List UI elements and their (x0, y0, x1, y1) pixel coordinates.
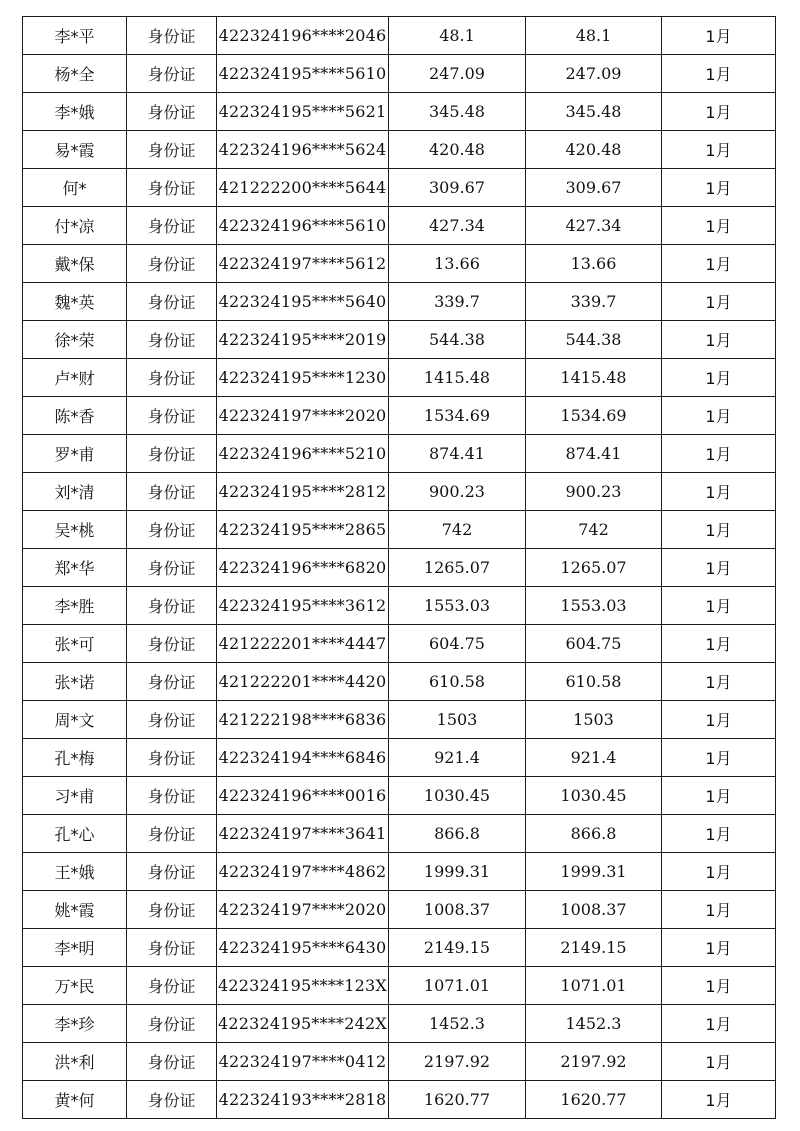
month-cell: 1月 (662, 853, 776, 891)
id-number-cell: 422324195****2865 (217, 511, 389, 549)
id-type-cell: 身份证 (127, 511, 217, 549)
amount-paid-cell: 1999.31 (526, 853, 662, 891)
month-cell: 1月 (662, 1005, 776, 1043)
amount-paid-cell: 866.8 (526, 815, 662, 853)
table-row (23, 587, 776, 625)
month-cell: 1月 (662, 663, 776, 701)
id-type-cell: 身份证 (127, 169, 217, 207)
table-row (23, 17, 776, 55)
amount-cell: 1265.07 (389, 549, 526, 587)
table-row (23, 625, 776, 663)
amount-cell: 339.7 (389, 283, 526, 321)
amount-paid-cell: 900.23 (526, 473, 662, 511)
amount-cell: 13.66 (389, 245, 526, 283)
id-type-cell: 身份证 (127, 55, 217, 93)
table-row (23, 663, 776, 701)
table-row (23, 853, 776, 891)
amount-paid-cell: 1503 (526, 701, 662, 739)
month-cell: 1月 (662, 359, 776, 397)
amount-cell: 866.8 (389, 815, 526, 853)
month-cell: 1月 (662, 397, 776, 435)
amount-paid-cell: 2149.15 (526, 929, 662, 967)
id-number-cell: 421222200****5644 (217, 169, 389, 207)
table-row (23, 245, 776, 283)
amount-paid-cell: 1265.07 (526, 549, 662, 587)
id-type-cell: 身份证 (127, 701, 217, 739)
amount-cell: 1553.03 (389, 587, 526, 625)
amount-cell: 1534.69 (389, 397, 526, 435)
person-name-cell: 郑*华 (23, 549, 127, 587)
id-type-cell: 身份证 (127, 967, 217, 1005)
id-number-cell: 422324197****2020 (217, 397, 389, 435)
month-cell: 1月 (662, 739, 776, 777)
id-type-cell: 身份证 (127, 587, 217, 625)
amount-paid-cell: 339.7 (526, 283, 662, 321)
amount-cell: 742 (389, 511, 526, 549)
amount-cell: 1415.48 (389, 359, 526, 397)
id-number-cell: 422324195****5610 (217, 55, 389, 93)
table-row (23, 891, 776, 929)
amount-cell: 247.09 (389, 55, 526, 93)
person-name-cell: 周*文 (23, 701, 127, 739)
records-table (22, 16, 776, 1119)
id-type-cell: 身份证 (127, 663, 217, 701)
month-cell: 1月 (662, 549, 776, 587)
id-type-cell: 身份证 (127, 473, 217, 511)
amount-paid-cell: 1553.03 (526, 587, 662, 625)
amount-paid-cell: 1415.48 (526, 359, 662, 397)
table-row (23, 283, 776, 321)
amount-paid-cell: 874.41 (526, 435, 662, 473)
amount-cell: 1071.01 (389, 967, 526, 1005)
amount-paid-cell: 1008.37 (526, 891, 662, 929)
amount-cell: 1008.37 (389, 891, 526, 929)
id-number-cell: 422324197****5612 (217, 245, 389, 283)
amount-cell: 1620.77 (389, 1081, 526, 1119)
amount-cell: 2149.15 (389, 929, 526, 967)
person-name-cell: 王*娥 (23, 853, 127, 891)
amount-paid-cell: 1030.45 (526, 777, 662, 815)
person-name-cell: 魏*英 (23, 283, 127, 321)
person-name-cell: 陈*香 (23, 397, 127, 435)
person-name-cell: 罗*甫 (23, 435, 127, 473)
table-row (23, 929, 776, 967)
table-row (23, 1081, 776, 1119)
amount-paid-cell: 1534.69 (526, 397, 662, 435)
month-cell: 1月 (662, 169, 776, 207)
id-number-cell: 422324195****1230 (217, 359, 389, 397)
month-cell: 1月 (662, 283, 776, 321)
table-row (23, 55, 776, 93)
amount-cell: 427.34 (389, 207, 526, 245)
amount-paid-cell: 1620.77 (526, 1081, 662, 1119)
amount-paid-cell: 247.09 (526, 55, 662, 93)
person-name-cell: 万*民 (23, 967, 127, 1005)
id-type-cell: 身份证 (127, 929, 217, 967)
table-row (23, 169, 776, 207)
person-name-cell: 孔*梅 (23, 739, 127, 777)
month-cell: 1月 (662, 17, 776, 55)
id-number-cell: 422324195****242X (217, 1005, 389, 1043)
month-cell: 1月 (662, 1043, 776, 1081)
id-number-cell: 422324196****5210 (217, 435, 389, 473)
id-number-cell: 422324196****5624 (217, 131, 389, 169)
id-type-cell: 身份证 (127, 131, 217, 169)
id-type-cell: 身份证 (127, 359, 217, 397)
amount-paid-cell: 1452.3 (526, 1005, 662, 1043)
id-number-cell: 421222198****6836 (217, 701, 389, 739)
person-name-cell: 何* (23, 169, 127, 207)
amount-cell: 345.48 (389, 93, 526, 131)
amount-paid-cell: 48.1 (526, 17, 662, 55)
id-type-cell: 身份证 (127, 321, 217, 359)
amount-cell: 48.1 (389, 17, 526, 55)
person-name-cell: 张*诺 (23, 663, 127, 701)
amount-cell: 309.67 (389, 169, 526, 207)
month-cell: 1月 (662, 511, 776, 549)
id-type-cell: 身份证 (127, 1081, 217, 1119)
month-cell: 1月 (662, 967, 776, 1005)
amount-cell: 1452.3 (389, 1005, 526, 1043)
id-type-cell: 身份证 (127, 245, 217, 283)
amount-paid-cell: 604.75 (526, 625, 662, 663)
table-row (23, 739, 776, 777)
table-row (23, 549, 776, 587)
person-name-cell: 易*霞 (23, 131, 127, 169)
table-row (23, 511, 776, 549)
id-type-cell: 身份证 (127, 397, 217, 435)
person-name-cell: 徐*荣 (23, 321, 127, 359)
month-cell: 1月 (662, 131, 776, 169)
table-row (23, 701, 776, 739)
id-number-cell: 422324195****3612 (217, 587, 389, 625)
table-row (23, 131, 776, 169)
id-type-cell: 身份证 (127, 93, 217, 131)
person-name-cell: 杨*全 (23, 55, 127, 93)
month-cell: 1月 (662, 1081, 776, 1119)
person-name-cell: 张*可 (23, 625, 127, 663)
month-cell: 1月 (662, 473, 776, 511)
amount-paid-cell: 610.58 (526, 663, 662, 701)
id-number-cell: 421222201****4447 (217, 625, 389, 663)
table-row (23, 435, 776, 473)
month-cell: 1月 (662, 93, 776, 131)
id-number-cell: 422324195****5621 (217, 93, 389, 131)
person-name-cell: 李*平 (23, 17, 127, 55)
amount-cell: 610.58 (389, 663, 526, 701)
amount-paid-cell: 2197.92 (526, 1043, 662, 1081)
id-type-cell: 身份证 (127, 283, 217, 321)
person-name-cell: 李*珍 (23, 1005, 127, 1043)
records-table-body (23, 17, 776, 1119)
id-number-cell: 422324196****5610 (217, 207, 389, 245)
amount-cell: 604.75 (389, 625, 526, 663)
id-type-cell: 身份证 (127, 625, 217, 663)
amount-paid-cell: 742 (526, 511, 662, 549)
id-number-cell: 421222201****4420 (217, 663, 389, 701)
person-name-cell: 黄*何 (23, 1081, 127, 1119)
amount-cell: 874.41 (389, 435, 526, 473)
id-type-cell: 身份证 (127, 853, 217, 891)
amount-cell: 921.4 (389, 739, 526, 777)
month-cell: 1月 (662, 245, 776, 283)
amount-cell: 1030.45 (389, 777, 526, 815)
person-name-cell: 李*明 (23, 929, 127, 967)
month-cell: 1月 (662, 701, 776, 739)
person-name-cell: 李*胜 (23, 587, 127, 625)
person-name-cell: 孔*心 (23, 815, 127, 853)
id-type-cell: 身份证 (127, 1005, 217, 1043)
table-row (23, 815, 776, 853)
month-cell: 1月 (662, 207, 776, 245)
id-number-cell: 422324197****3641 (217, 815, 389, 853)
table-row (23, 359, 776, 397)
id-type-cell: 身份证 (127, 207, 217, 245)
id-type-cell: 身份证 (127, 17, 217, 55)
amount-paid-cell: 13.66 (526, 245, 662, 283)
person-name-cell: 吴*桃 (23, 511, 127, 549)
table-row (23, 777, 776, 815)
id-number-cell: 422324195****6430 (217, 929, 389, 967)
month-cell: 1月 (662, 321, 776, 359)
person-name-cell: 李*娥 (23, 93, 127, 131)
amount-paid-cell: 345.48 (526, 93, 662, 131)
table-row (23, 1005, 776, 1043)
id-number-cell: 422324195****2812 (217, 473, 389, 511)
amount-paid-cell: 921.4 (526, 739, 662, 777)
person-name-cell: 付*凉 (23, 207, 127, 245)
month-cell: 1月 (662, 55, 776, 93)
month-cell: 1月 (662, 929, 776, 967)
id-type-cell: 身份证 (127, 1043, 217, 1081)
id-number-cell: 422324195****5640 (217, 283, 389, 321)
amount-cell: 1503 (389, 701, 526, 739)
month-cell: 1月 (662, 587, 776, 625)
id-number-cell: 422324197****4862 (217, 853, 389, 891)
id-type-cell: 身份证 (127, 739, 217, 777)
person-name-cell: 姚*霞 (23, 891, 127, 929)
id-number-cell: 422324196****2046 (217, 17, 389, 55)
month-cell: 1月 (662, 625, 776, 663)
month-cell: 1月 (662, 891, 776, 929)
amount-cell: 1999.31 (389, 853, 526, 891)
id-type-cell: 身份证 (127, 815, 217, 853)
person-name-cell: 刘*清 (23, 473, 127, 511)
table-row (23, 207, 776, 245)
id-number-cell: 422324195****123X (217, 967, 389, 1005)
table-row (23, 1043, 776, 1081)
id-number-cell: 422324193****2818 (217, 1081, 389, 1119)
table-row (23, 473, 776, 511)
amount-cell: 420.48 (389, 131, 526, 169)
amount-cell: 900.23 (389, 473, 526, 511)
month-cell: 1月 (662, 777, 776, 815)
amount-paid-cell: 309.67 (526, 169, 662, 207)
table-row (23, 321, 776, 359)
id-type-cell: 身份证 (127, 891, 217, 929)
table-row (23, 967, 776, 1005)
amount-paid-cell: 544.38 (526, 321, 662, 359)
id-type-cell: 身份证 (127, 435, 217, 473)
amount-cell: 2197.92 (389, 1043, 526, 1081)
id-type-cell: 身份证 (127, 549, 217, 587)
month-cell: 1月 (662, 435, 776, 473)
id-number-cell: 422324196****6820 (217, 549, 389, 587)
table-row (23, 397, 776, 435)
id-type-cell: 身份证 (127, 777, 217, 815)
person-name-cell: 戴*保 (23, 245, 127, 283)
id-number-cell: 422324196****0016 (217, 777, 389, 815)
amount-paid-cell: 1071.01 (526, 967, 662, 1005)
person-name-cell: 卢*财 (23, 359, 127, 397)
amount-cell: 544.38 (389, 321, 526, 359)
amount-paid-cell: 427.34 (526, 207, 662, 245)
person-name-cell: 习*甫 (23, 777, 127, 815)
id-number-cell: 422324197****2020 (217, 891, 389, 929)
table-row (23, 93, 776, 131)
amount-paid-cell: 420.48 (526, 131, 662, 169)
person-name-cell: 洪*利 (23, 1043, 127, 1081)
id-number-cell: 422324195****2019 (217, 321, 389, 359)
id-number-cell: 422324197****0412 (217, 1043, 389, 1081)
month-cell: 1月 (662, 815, 776, 853)
id-number-cell: 422324194****6846 (217, 739, 389, 777)
